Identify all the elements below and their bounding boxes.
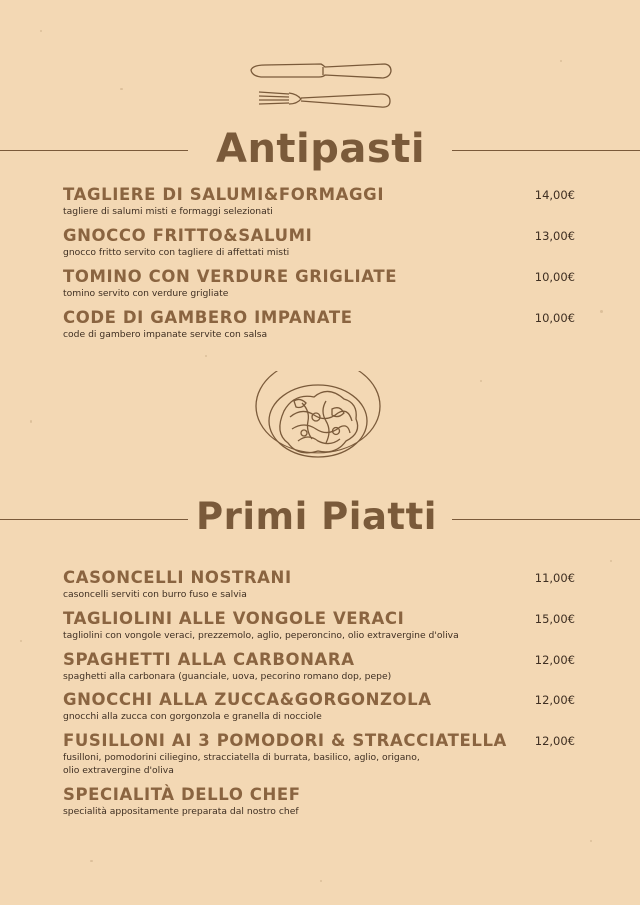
item-description: specialità appositamente preparata dal nostro chef [63,806,299,817]
menu-item [63,609,583,642]
fork-icon [259,92,390,107]
item-description: tagliolini con vongole veraci, prezzemolo, aglio, peperoncino, olio extravergine d'oliva [63,630,459,641]
item-name: TOMINO CON VERDURE GRIGLIATE [63,267,398,286]
divider-line [452,519,640,520]
menu-item [63,185,583,218]
menu-item [63,568,583,601]
paper-speckle [480,380,482,382]
item-price: 13,00€ [534,229,575,243]
menu-item [63,731,583,777]
menu-item [63,650,583,683]
pasta-plate-icon [254,371,382,467]
item-price: 10,00€ [534,270,575,284]
paper-speckle [610,560,612,562]
paper-speckle [120,88,123,90]
item-name: CODE DI GAMBERO IMPANATE [63,308,353,327]
divider-line [452,150,640,151]
section-title-antipasti: Antipasti [216,126,426,172]
item-name: GNOCCHI ALLA ZUCCA&GORGONZOLA [63,690,432,709]
item-price: 14,00€ [534,188,575,202]
menu-item [63,308,583,341]
menu-item [63,226,583,259]
item-description: gnocchi alla zucca con gorgonzola e granella di nocciole [63,711,322,722]
item-name: CASONCELLI NOSTRANI [63,568,292,587]
paper-speckle [40,30,42,32]
paper-speckle [205,355,207,357]
menu-item [63,690,583,723]
item-name: TAGLIERE DI SALUMI&FORMAGGI [63,185,385,204]
paper-speckle [90,860,93,862]
divider-line [0,519,188,520]
item-description-line: olio extravergine d'oliva [63,765,174,776]
item-name: SPAGHETTI ALLA CARBONARA [63,650,355,669]
menu-item [63,267,583,300]
item-price: 12,00€ [534,734,575,748]
paper-speckle [320,880,322,882]
item-price: 12,00€ [534,653,575,667]
item-name: TAGLIOLINI ALLE VONGOLE VERACI [63,609,405,628]
item-name: SPECIALITÀ DELLO CHEF [63,785,301,804]
knife-icon [251,64,391,78]
item-description-line: fusilloni, pomodorini ciliegino, stracciatella di burrata, basilico, aglio, origano, [63,752,420,763]
paper-speckle [600,310,603,313]
cutlery-icon [245,58,395,118]
paper-speckle [590,840,592,842]
divider-line [0,150,188,151]
item-price: 10,00€ [534,311,575,325]
item-description: tomino servito con verdure grigliate [63,288,229,299]
paper-speckle [20,640,22,642]
item-description: spaghetti alla carbonara (guanciale, uova, pecorino romano dop, pepe) [63,671,392,682]
item-description: gnocco fritto servito con tagliere di affettati misti [63,247,290,258]
paper-speckle [560,60,562,62]
item-description: code di gambero impanate servite con salsa [63,329,268,340]
item-description: casoncelli serviti con burro fuso e salvia [63,589,247,600]
item-name: GNOCCO FRITTO&SALUMI [63,226,313,245]
menu-item [63,785,583,818]
item-name: FUSILLONI AI 3 POMODORI & STRACCIATELLA [63,731,507,750]
paper-speckle [30,420,32,423]
item-price: 11,00€ [534,571,575,585]
item-description: tagliere di salumi misti e formaggi selezionati [63,206,273,217]
item-price: 12,00€ [534,693,575,707]
section-title-primi-piatti: Primi Piatti [196,495,437,538]
item-price: 15,00€ [534,612,575,626]
